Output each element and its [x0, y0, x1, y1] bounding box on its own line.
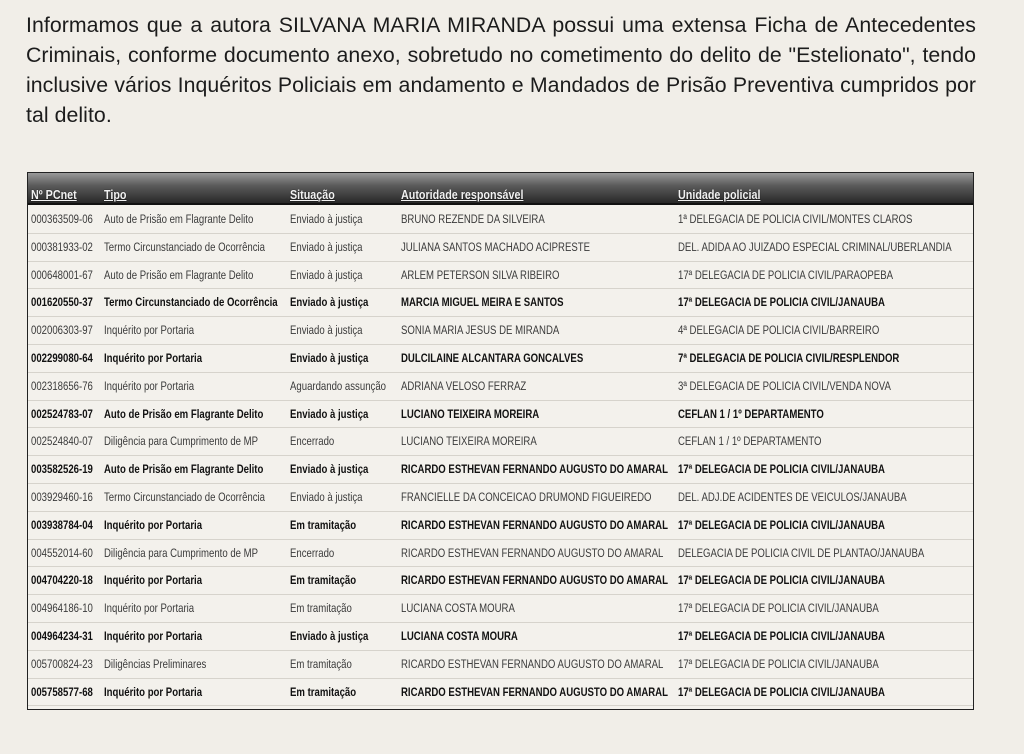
table-row	[28, 262, 973, 290]
table-row	[28, 512, 973, 540]
cell-pcnet: 003938784-04	[31, 517, 93, 532]
cell-pcnet: 002524840-07	[31, 434, 93, 449]
cell-pcnet: 003582526-19	[31, 462, 93, 477]
table-row	[28, 317, 973, 345]
table-row	[28, 428, 973, 456]
cell-tipo: Auto de Prisão em Flagrante Delito	[104, 267, 254, 282]
cell-autoridade: DULCILAINE ALCANTARA GONCALVES	[401, 350, 584, 365]
cell-situacao: Em tramitação	[290, 684, 357, 699]
cell-autoridade: RICARDO ESTHEVAN FERNANDO AUGUSTO DO AMARAL	[401, 684, 668, 699]
table-row	[28, 567, 973, 595]
cell-unidade: 17ª DELEGACIA DE POLICIA CIVIL/JANAUBA	[678, 656, 879, 671]
cell-situacao: Enviado à justiça	[290, 628, 369, 643]
cell-tipo: Termo Circunstanciado de Ocorrência	[104, 239, 265, 254]
cell-tipo: Inquérito por Portaria	[104, 684, 203, 699]
cell-autoridade: RICARDO ESTHEVAN FERNANDO AUGUSTO DO AMARAL	[401, 462, 668, 477]
cell-autoridade: LUCIANA COSTA MOURA	[401, 628, 518, 643]
header-pcnet[interactable]: Nº PCnet	[31, 188, 77, 202]
cell-unidade: 7ª DELEGACIA DE POLICIA CIVIL/RESPLENDOR	[678, 350, 900, 365]
table-row	[28, 540, 973, 568]
cell-unidade: CEFLAN 1 / 1º DEPARTAMENTO	[678, 434, 822, 449]
header-situacao[interactable]: Situação	[290, 188, 335, 202]
table-row	[28, 401, 973, 429]
cell-autoridade: RICARDO ESTHEVAN FERNANDO AUGUSTO DO AMARAL	[401, 517, 668, 532]
cell-situacao: Enviado à justiça	[290, 239, 363, 254]
cell-situacao: Enviado à justiça	[290, 406, 369, 421]
cell-pcnet: 002299080-64	[31, 350, 93, 365]
cell-tipo: Auto de Prisão em Flagrante Delito	[104, 212, 254, 226]
cell-situacao: Enviado à justiça	[290, 462, 369, 477]
cell-pcnet: 002318656-76	[31, 378, 93, 393]
cell-unidade: 17ª DELEGACIA DE POLICIA CIVIL/JANAUBA	[678, 684, 885, 699]
table-row	[28, 484, 973, 512]
table-row	[28, 679, 973, 707]
cell-unidade: 4ª DELEGACIA DE POLICIA CIVIL/BARREIRO	[678, 323, 880, 338]
cell-unidade: 17ª DELEGACIA DE POLICIA CIVIL/JANAUBA	[678, 462, 885, 477]
cell-tipo: Inquérito por Portaria	[104, 323, 195, 338]
records-table	[27, 172, 974, 710]
cell-tipo: Inquérito por Portaria	[104, 517, 203, 532]
table-header	[28, 173, 973, 205]
cell-situacao: Enviado à justiça	[290, 212, 363, 226]
cell-pcnet: 005700824-23	[31, 656, 93, 671]
table-body	[28, 206, 973, 706]
cell-unidade: 17ª DELEGACIA DE POLICIA CIVIL/JANAUBA	[678, 573, 885, 588]
cell-unidade: 17ª DELEGACIA DE POLICIA CIVIL/JANAUBA	[678, 628, 885, 643]
cell-tipo: Auto de Prisão em Flagrante Delito	[104, 462, 264, 477]
table-row	[28, 206, 973, 234]
cell-autoridade: RICARDO ESTHEVAN FERNANDO AUGUSTO DO AMARAL	[401, 573, 668, 588]
table-row	[28, 595, 973, 623]
cell-unidade: DEL. ADJ.DE ACIDENTES DE VEICULOS/JANAUBA	[678, 489, 907, 504]
cell-unidade: 17ª DELEGACIA DE POLICIA CIVIL/JANAUBA	[678, 601, 879, 616]
cell-tipo: Inquérito por Portaria	[104, 350, 203, 365]
cell-autoridade: LUCIANO TEIXEIRA MOREIRA	[401, 406, 540, 421]
cell-pcnet: 001620550-37	[31, 295, 93, 310]
table-row	[28, 623, 973, 651]
cell-situacao: Aguardando assunção	[290, 378, 387, 393]
cell-tipo: Diligência para Cumprimento de MP	[104, 434, 259, 449]
cell-situacao: Enviado à justiça	[290, 489, 363, 504]
cell-tipo: Inquérito por Portaria	[104, 628, 203, 643]
cell-autoridade: LUCIANA COSTA MOURA	[401, 601, 515, 616]
cell-tipo: Diligências Preliminares	[104, 656, 207, 671]
table-row	[28, 456, 973, 484]
table-row	[28, 373, 973, 401]
cell-unidade: 17ª DELEGACIA DE POLICIA CIVIL/JANAUBA	[678, 517, 885, 532]
cell-unidade: 1ª DELEGACIA DE POLICIA CIVIL/MONTES CLAROS	[678, 212, 913, 226]
cell-pcnet: 000381933-02	[31, 239, 93, 254]
cell-pcnet: 002006303-97	[31, 323, 93, 338]
cell-situacao: Enviado à justiça	[290, 350, 369, 365]
cell-autoridade: JULIANA SANTOS MACHADO ACIPRESTE	[401, 239, 591, 254]
cell-unidade: 17ª DELEGACIA DE POLICIA CIVIL/JANAUBA	[678, 295, 885, 310]
table-row	[28, 651, 973, 679]
cell-situacao: Encerrado	[290, 545, 335, 560]
cell-pcnet: 002524783-07	[31, 406, 93, 421]
cell-autoridade: RICARDO ESTHEVAN FERNANDO AUGUSTO DO AMARAL	[401, 656, 664, 671]
header-autoridade[interactable]: Autoridade responsável	[401, 188, 524, 202]
cell-pcnet: 003929460-16	[31, 489, 93, 504]
cell-situacao: Em tramitação	[290, 601, 352, 616]
cell-situacao: Em tramitação	[290, 573, 357, 588]
cell-autoridade: RICARDO ESTHEVAN FERNANDO AUGUSTO DO AMARAL	[401, 545, 664, 560]
table-row	[28, 234, 973, 262]
cell-pcnet: 000648001-67	[31, 267, 93, 282]
cell-tipo: Auto de Prisão em Flagrante Delito	[104, 406, 264, 421]
cell-situacao: Enviado à justiça	[290, 295, 369, 310]
cell-unidade: 17ª DELEGACIA DE POLICIA CIVIL/PARAOPEBA	[678, 267, 894, 282]
cell-tipo: Inquérito por Portaria	[104, 573, 203, 588]
cell-situacao: Em tramitação	[290, 656, 352, 671]
cell-tipo: Diligência para Cumprimento de MP	[104, 545, 259, 560]
cell-autoridade: LUCIANO TEIXEIRA MOREIRA	[401, 434, 537, 449]
header-tipo[interactable]: Tipo	[104, 188, 127, 202]
table-row	[28, 289, 973, 317]
cell-situacao: Enviado à justiça	[290, 323, 363, 338]
cell-autoridade: FRANCIELLE DA CONCEICAO DRUMOND FIGUEIREDO	[401, 489, 652, 504]
cell-unidade: DEL. ADIDA AO JUIZADO ESPECIAL CRIMINAL/UBERLANDIA	[678, 239, 952, 254]
cell-tipo: Inquérito por Portaria	[104, 378, 195, 393]
cell-unidade: DELEGACIA DE POLICIA CIVIL DE PLANTAO/JANAUBA	[678, 545, 925, 560]
cell-pcnet: 004964186-10	[31, 601, 93, 616]
cell-situacao: Encerrado	[290, 434, 335, 449]
header-unidade[interactable]: Unidade policial	[678, 188, 761, 202]
cell-autoridade: ADRIANA VELOSO FERRAZ	[401, 378, 527, 393]
cell-tipo: Inquérito por Portaria	[104, 601, 195, 616]
cell-pcnet: 004704220-18	[31, 573, 93, 588]
cell-unidade: CEFLAN 1 / 1º DEPARTAMENTO	[678, 406, 824, 421]
cell-autoridade: SONIA MARIA JESUS DE MIRANDA	[401, 323, 560, 338]
intro-paragraph: Informamos que a autora SILVANA MARIA MIRANDA possui uma extensa Ficha de Antecedentes Criminais, conforme documento anexo, sobretudo no cometimento do delito de "Estelionato", tendo inclusive vários Inquéritos Policiais em andamento e Mandados de Prisão Preventiva cumpridos por tal delito.	[26, 13, 976, 127]
cell-tipo: Termo Circunstanciado de Ocorrência	[104, 295, 278, 310]
cell-autoridade: BRUNO REZENDE DA SILVEIRA	[401, 212, 545, 226]
cell-unidade: 3ª DELEGACIA DE POLICIA CIVIL/VENDA NOVA	[678, 378, 891, 393]
cell-situacao: Enviado à justiça	[290, 267, 363, 282]
cell-pcnet: 004552014-60	[31, 545, 93, 560]
cell-autoridade: ARLEM PETERSON SILVA RIBEIRO	[401, 267, 560, 282]
cell-pcnet: 004964234-31	[31, 628, 93, 643]
table-row	[28, 345, 973, 373]
cell-pcnet: 000363509-06	[31, 212, 93, 226]
cell-autoridade: MARCIA MIGUEL MEIRA E SANTOS	[401, 295, 564, 310]
cell-situacao: Em tramitação	[290, 517, 357, 532]
cell-pcnet: 005758577-68	[31, 684, 93, 699]
cell-tipo: Termo Circunstanciado de Ocorrência	[104, 489, 265, 504]
